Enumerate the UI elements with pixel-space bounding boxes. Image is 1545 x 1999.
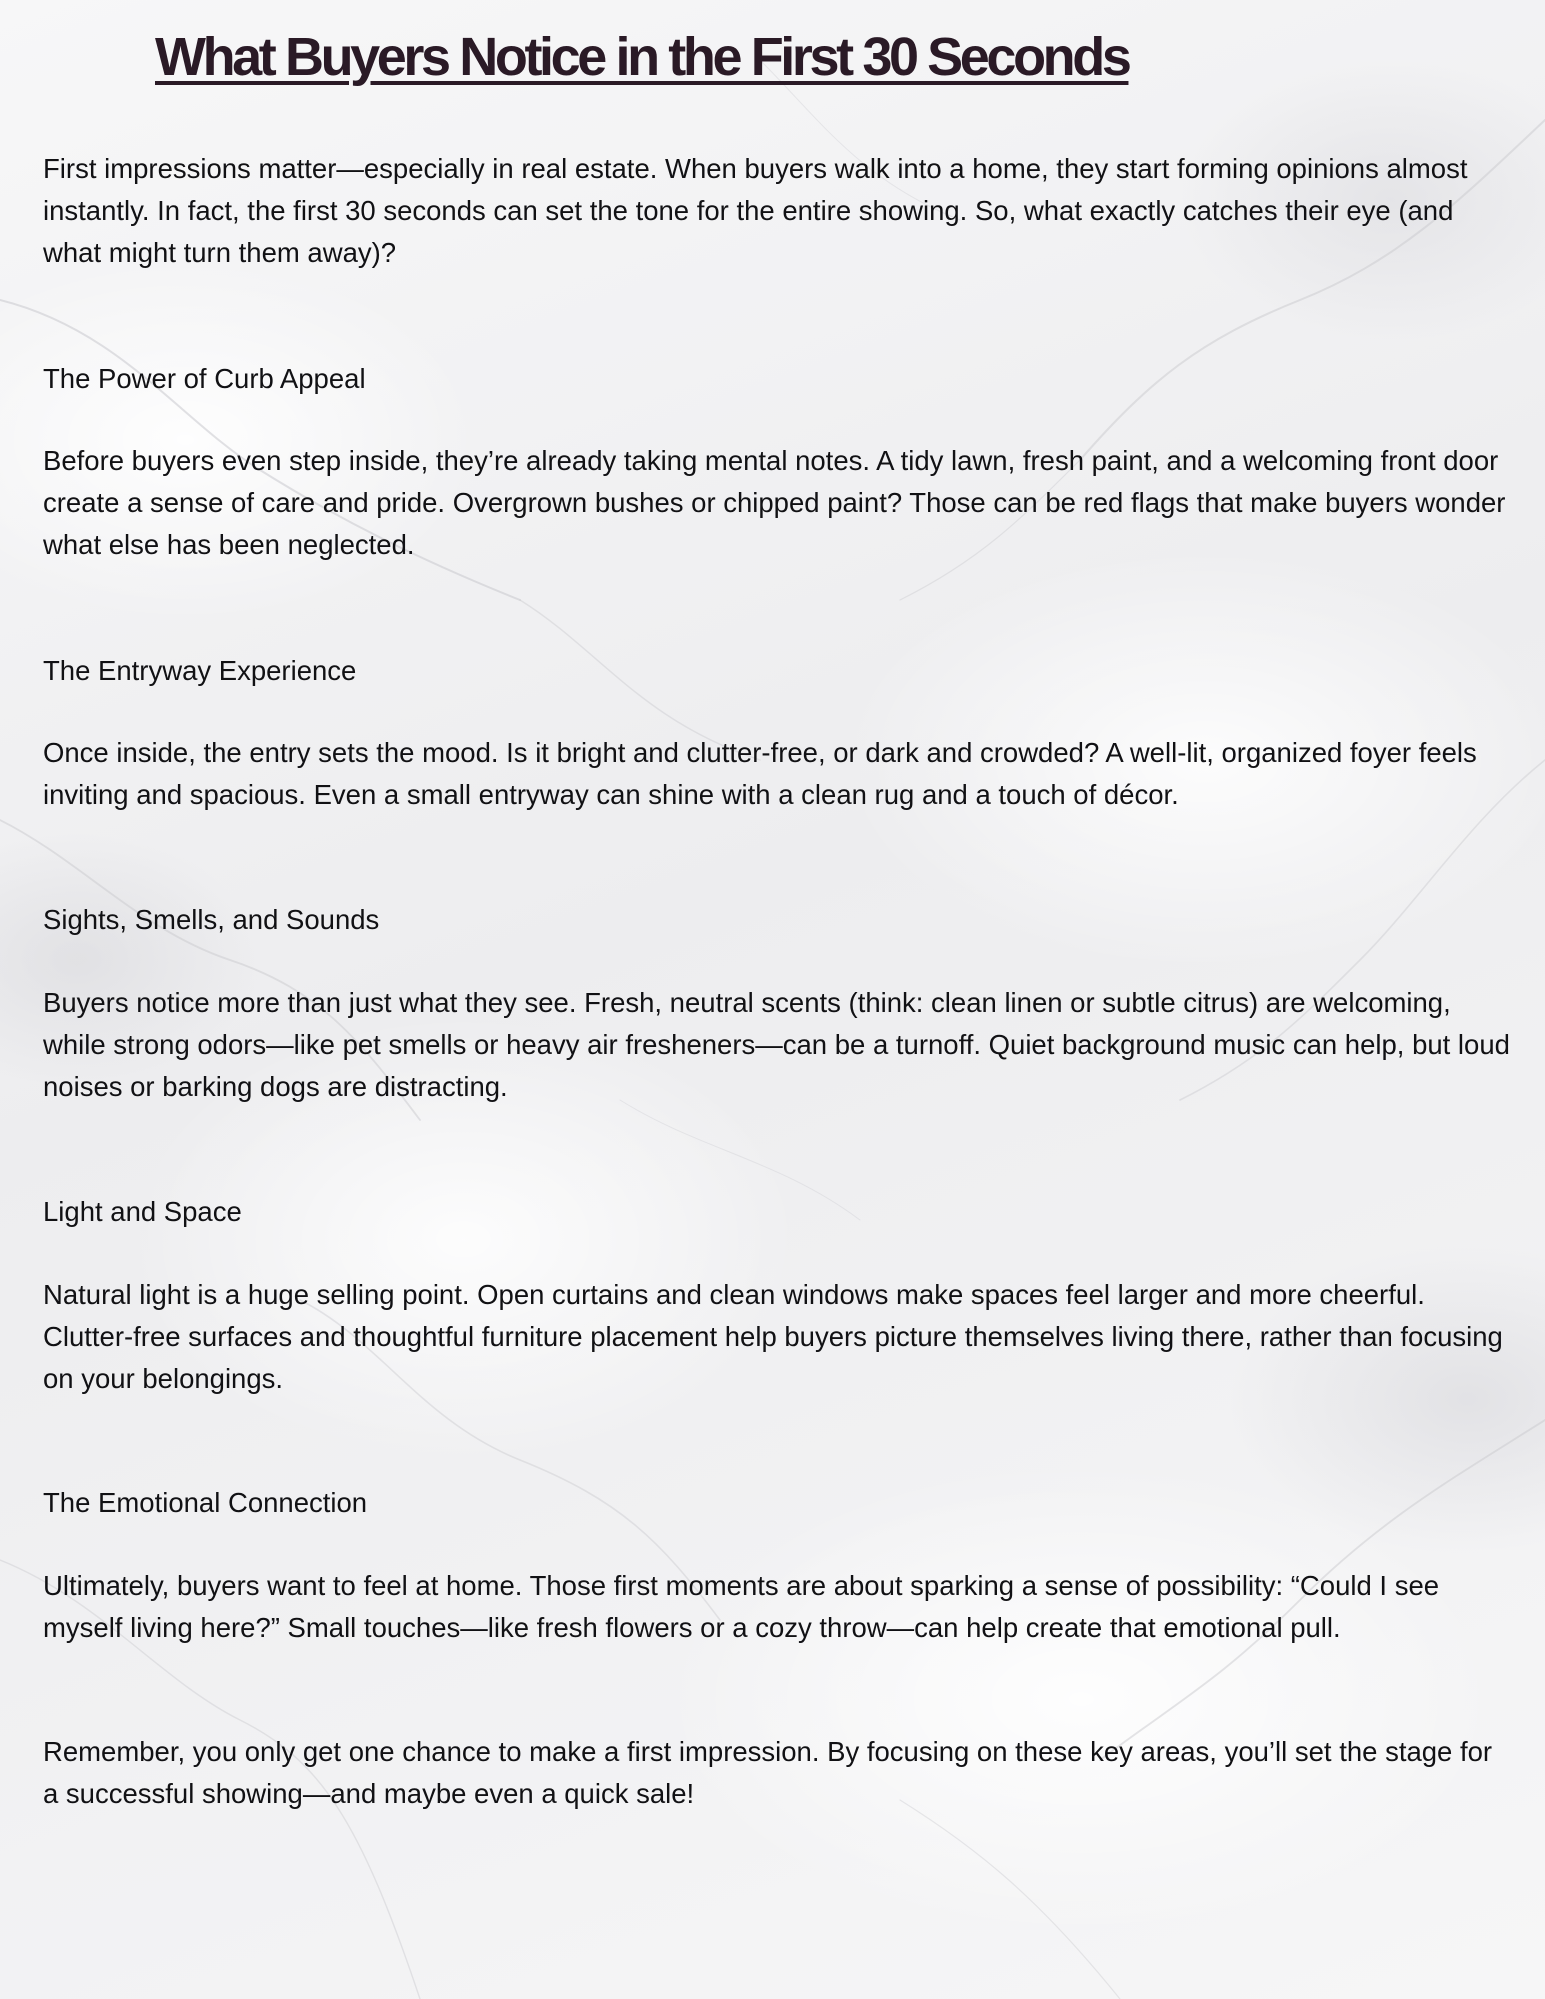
section-heading-senses: Sights, Smells, and Sounds	[43, 904, 380, 935]
section-body-senses: Buyers notice more than just what they see. Fresh, neutral scents (think: clean linen or subtle citrus) are welcoming, while strong odors—like pet smells or heavy air fresheners—can be a turnoff. Quiet background music can help, but loud noises or barking dogs are distracting.	[43, 987, 1510, 1102]
section-body-emotional: Ultimately, buyers want to feel at home. Those first moments are about sparking a sense of possibility: “Could I see myself living here?” Small touches—like fresh flowers or a cozy throw—can help create that emotional pull.	[43, 1570, 1440, 1643]
page-title: What Buyers Notice in the First 30 Seconds	[155, 27, 1129, 87]
section-body-curb-appeal: Before buyers even step inside, they’re already taking mental notes. A tidy lawn, fresh paint, and a welcoming front door create a sense of care and pride. Overgrown bushes or chipped paint? Those can be red flags that make buyers wonder what else has been neglected.	[43, 445, 1506, 560]
section-heading-emotional: The Emotional Connection	[43, 1487, 368, 1518]
section-heading-curb-appeal: The Power of Curb Appeal	[43, 363, 366, 394]
closing-paragraph: Remember, you only get one chance to make a first impression. By focusing on these key areas, you’ll set the stage for a successful showing—and maybe even a quick sale!	[43, 1736, 1493, 1809]
section-body-light-space: Natural light is a huge selling point. Open curtains and clean windows make spaces feel larger and more cheerful. Clutter-free surfaces and thoughtful furniture placement help buyers picture themselves living there, rather than focusing on your belongings.	[43, 1279, 1503, 1394]
section-heading-entryway: The Entryway Experience	[43, 655, 357, 686]
section-heading-light-space: Light and Space	[43, 1196, 242, 1227]
intro-paragraph: First impressions matter—especially in real estate. When buyers walk into a home, they start forming opinions almost instantly. In fact, the first 30 seconds can set the tone for the entire showing. So, what exactly catches their eye (and what might turn them away)?	[43, 153, 1468, 268]
section-body-entryway: Once inside, the entry sets the mood. Is it bright and clutter-free, or dark and crowded? A well-lit, organized foyer feels inviting and spacious. Even a small entryway can shine with a clean rug and a touch of décor.	[43, 737, 1477, 810]
